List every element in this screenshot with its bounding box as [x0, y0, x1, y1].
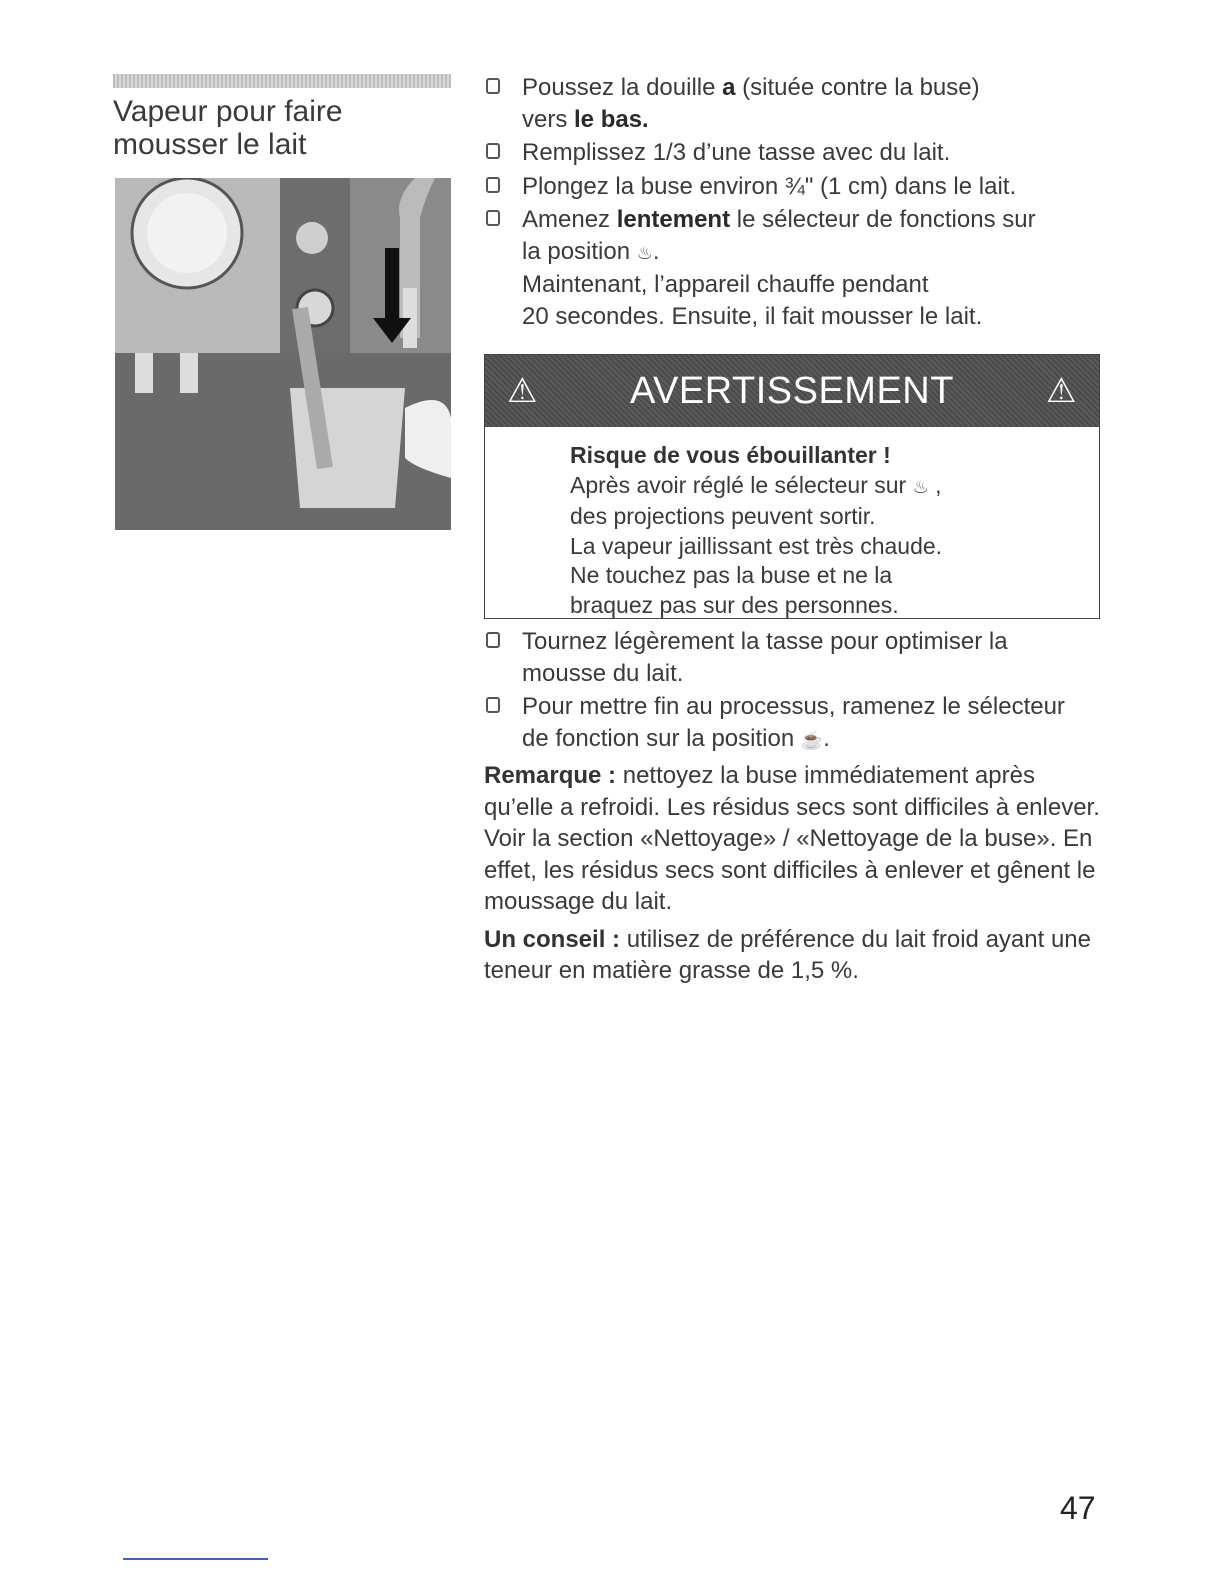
tip-paragraph: Un conseil : utilisez de préférence du lait froid ayant une teneur en matière grasse de 1,5 %.	[484, 925, 1091, 984]
warning-box	[484, 354, 1100, 619]
page-number: 47	[1060, 1490, 1096, 1526]
warning-triangle-icon: ⚠	[1046, 372, 1077, 410]
steam-icon: ♨	[636, 242, 653, 263]
section-title	[113, 95, 453, 161]
step-item: Amenez lentement le sélecteur de fonctions sur la position ♨. Maintenant, l’appareil chauffe pendant 20 secondes. Ensuite, il fait mousser le lait.	[484, 204, 1104, 332]
step-item: Remplissez 1/3 d’une tasse avec du lait.	[484, 137, 1104, 169]
warning-body: Risque de vous ébouillanter ! Après avoir réglé le sélecteur sur ♨ , des projections peuvent sortir. La vapeur jaillissant est très chaude. Ne touchez pas la buse et ne la braquez pas sur des personnes.	[570, 442, 943, 618]
warning-title: Risque de vous ébouillanter !	[570, 442, 891, 468]
checkbox-icon	[486, 177, 500, 193]
warning-triangle-icon: ⚠	[507, 372, 538, 410]
checkbox-icon	[486, 210, 500, 226]
remark-paragraph: Remarque : nettoyez la buse immédiatement après qu’elle a refroidi. Les résidus secs sont difficiles à enlever. Voir la section «Nettoyage» / «Nettoyage de la buse». En effet, les résidus secs sont difficiles à enlever et gênent le moussage du lait.	[484, 762, 1100, 915]
cup-icon: ☕	[800, 729, 824, 750]
fraction: 1/3	[652, 139, 687, 166]
remark-label: Remarque :	[484, 762, 617, 789]
step-item: Tournez légèrement la tasse pour optimiser la mousse du lait.	[484, 626, 1104, 689]
step-item: Pour mettre fin au processus, ramenez le sélecteur de fonction sur la position ☕.	[484, 691, 1104, 756]
section-title-line2: mousser le lait	[113, 128, 307, 161]
steam-icon: ♨	[912, 476, 929, 497]
checkbox-icon	[486, 697, 500, 713]
warning-header-text: AVERTISSEMENT	[630, 369, 954, 412]
tip-label: Un conseil :	[484, 925, 621, 953]
checkbox-icon	[486, 78, 500, 94]
checkbox-icon	[486, 143, 500, 159]
coffee-machine-illustration	[115, 178, 451, 530]
instructions-top	[484, 72, 1104, 334]
section-title-line1: Vapeur pour faire	[113, 95, 343, 128]
checkbox-icon	[486, 632, 500, 648]
step-item: Poussez la douille a (située contre la buse) vers le bas.	[484, 72, 1104, 135]
instructions-bottom	[484, 626, 1104, 993]
section-rule	[113, 74, 451, 88]
step-item: Plongez la buse environ ¾" (1 cm) dans le lait.	[484, 171, 1104, 203]
footer-rule	[123, 1558, 268, 1560]
warning-header	[485, 355, 1099, 427]
